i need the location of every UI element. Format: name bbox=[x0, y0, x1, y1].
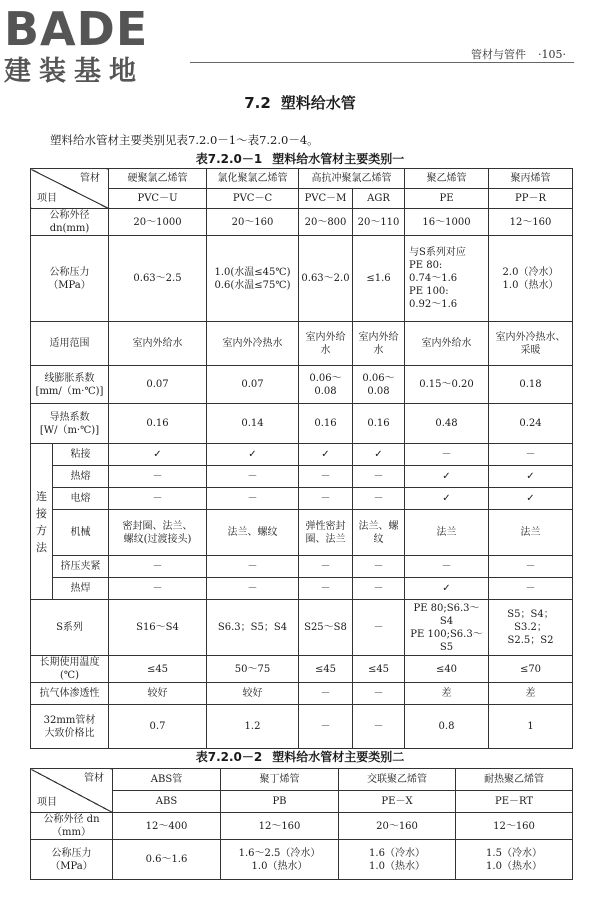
cell: 0.07 bbox=[109, 366, 207, 404]
label-line: 线膨胀系数 bbox=[44, 372, 95, 384]
cell-line: PE 100: bbox=[409, 286, 449, 297]
cell: － bbox=[207, 466, 299, 488]
cell: 12～160 bbox=[489, 209, 573, 236]
table2-caption bbox=[0, 748, 600, 765]
cell: 12～400 bbox=[113, 813, 221, 840]
cell: ≤40 bbox=[405, 656, 489, 683]
cell: － bbox=[109, 578, 207, 600]
row-joint-electro bbox=[31, 488, 573, 510]
row-temperature bbox=[31, 656, 573, 683]
cell: ✓ bbox=[207, 444, 299, 466]
label-char: 连 bbox=[36, 489, 47, 503]
cell-line: 1.0（热水） bbox=[502, 279, 559, 291]
label-hotweld: 热焊 bbox=[53, 578, 109, 600]
table1-title: 塑料给水管材主要类别一 bbox=[272, 152, 405, 166]
cell-line: 1.0（热水） bbox=[369, 860, 425, 872]
cell: － bbox=[353, 556, 405, 578]
cell-line: PE 100;S6.3～S5 bbox=[410, 628, 483, 653]
row-joint-clamp bbox=[31, 556, 573, 578]
logo-subtitle: 建装基地 bbox=[4, 56, 144, 87]
label-char: 接 bbox=[36, 506, 47, 520]
running-head-section: 管材与管件 bbox=[471, 48, 526, 61]
cell: 20～800 bbox=[299, 209, 353, 236]
row-s-series bbox=[31, 600, 573, 656]
table2-corner-cell bbox=[31, 769, 113, 813]
cell: － bbox=[405, 556, 489, 578]
table2-number: 表7.2.0－2 bbox=[195, 750, 263, 764]
cell: 0.6～1.6 bbox=[113, 840, 221, 880]
cell: 0.18 bbox=[489, 366, 573, 404]
cell: 20～160 bbox=[339, 813, 456, 840]
header-cpvc: 氯化聚氯乙烯管 bbox=[207, 169, 299, 189]
cell-line: 螺纹(过渡接头) bbox=[123, 533, 192, 545]
code-abs: ABS bbox=[113, 791, 221, 813]
cell: S16～S4 bbox=[109, 600, 207, 656]
header-hipvc: 高抗冲聚氯乙烯管 bbox=[299, 169, 405, 189]
cell-line: 密封圈、法兰、 bbox=[122, 520, 193, 532]
cell-line: 1.5（冷水） bbox=[486, 847, 542, 859]
cell-line: 1.0（热水） bbox=[486, 860, 542, 872]
cell: ✓ bbox=[405, 488, 489, 510]
running-head bbox=[471, 46, 566, 62]
label-line: 导热系数 bbox=[49, 411, 90, 423]
row-expansion bbox=[31, 366, 573, 404]
corner-top-label: 管材 bbox=[84, 773, 104, 784]
cell bbox=[207, 236, 299, 322]
table2 bbox=[30, 768, 573, 880]
cell: － bbox=[299, 466, 353, 488]
cell: 0.48 bbox=[405, 404, 489, 444]
cell: － bbox=[353, 705, 405, 749]
cell: 1 bbox=[489, 705, 573, 749]
cell: 12～160 bbox=[221, 813, 339, 840]
cell: － bbox=[109, 488, 207, 510]
cell: － bbox=[353, 578, 405, 600]
cell bbox=[489, 236, 573, 322]
header-pex: 交联聚乙烯管 bbox=[339, 769, 456, 791]
table1-caption bbox=[0, 150, 600, 167]
label-outer-diameter: 公称外径 dn（mm） bbox=[31, 813, 113, 840]
cell-line: 2.0（冷水） bbox=[502, 266, 559, 278]
cell: 20～110 bbox=[353, 209, 405, 236]
cell: 差 bbox=[489, 683, 573, 705]
cell: S25～S8 bbox=[299, 600, 353, 656]
label-scope: 适用范围 bbox=[31, 322, 109, 366]
code-pb: PB bbox=[221, 791, 339, 813]
cell: － bbox=[353, 466, 405, 488]
cell: 法兰 bbox=[405, 510, 489, 556]
label-electro: 电熔 bbox=[53, 488, 109, 510]
cell-line: 与S系列对应 bbox=[409, 247, 466, 258]
cell: 0.15～0.20 bbox=[405, 366, 489, 404]
cell: 较好 bbox=[109, 683, 207, 705]
cell: － bbox=[489, 444, 573, 466]
label-line: 大致价格比 bbox=[44, 727, 95, 739]
cell: ≤70 bbox=[489, 656, 573, 683]
cell: 0.24 bbox=[489, 404, 573, 444]
label-s-series: S系列 bbox=[31, 600, 109, 656]
logo-word: BADE bbox=[4, 2, 149, 56]
cell: － bbox=[109, 466, 207, 488]
cell-line: 室内外冷热水、 bbox=[495, 331, 566, 343]
cell: 0.16 bbox=[299, 404, 353, 444]
row-pressure bbox=[31, 236, 573, 322]
cell-line: 0.92～1.6 bbox=[409, 299, 458, 310]
cell: ≤45 bbox=[353, 656, 405, 683]
label-joint-method bbox=[31, 444, 53, 600]
cell: ✓ bbox=[489, 488, 573, 510]
cell bbox=[109, 510, 207, 556]
cell: 室内外给水 bbox=[299, 322, 353, 366]
row-joint-mechanical bbox=[31, 510, 573, 556]
cell: ✓ bbox=[405, 578, 489, 600]
cell-line: PE 80;S6.3～S4 bbox=[413, 602, 480, 627]
cell: ✓ bbox=[299, 444, 353, 466]
cell bbox=[339, 840, 456, 880]
cell: 0.7 bbox=[109, 705, 207, 749]
code-pex: PE－X bbox=[339, 791, 456, 813]
header-pe: 聚乙烯管 bbox=[405, 169, 489, 189]
table1-number: 表7.2.0－1 bbox=[195, 152, 263, 166]
cell: － bbox=[299, 683, 353, 705]
corner-bottom-label: 项目 bbox=[37, 193, 57, 204]
cell-line: 1.6（冷水） bbox=[369, 847, 425, 859]
section-title bbox=[0, 92, 600, 113]
cell bbox=[405, 236, 489, 322]
code-pe: PE bbox=[405, 189, 489, 209]
cell: ≤45 bbox=[299, 656, 353, 683]
cell: 20～1000 bbox=[109, 209, 207, 236]
code-ppr: PP－R bbox=[489, 189, 573, 209]
cell: 20～160 bbox=[207, 209, 299, 236]
label-conductivity bbox=[31, 404, 109, 444]
cell-line: S2.5；S2 bbox=[507, 635, 554, 646]
label-fusion: 热熔 bbox=[53, 466, 109, 488]
row-scope bbox=[31, 322, 573, 366]
code-pvcm: PVC－M bbox=[299, 189, 353, 209]
label-pressure: 公称压力（MPa） bbox=[31, 236, 109, 322]
cell-line: 1.0（热水） bbox=[251, 860, 308, 872]
cell: ✓ bbox=[109, 444, 207, 466]
cell: 0.16 bbox=[109, 404, 207, 444]
cell-line: 采暖 bbox=[520, 344, 541, 356]
cell-line: 1.6～2.5（冷水） bbox=[238, 847, 321, 859]
code-agr: AGR bbox=[353, 189, 405, 209]
cell: 室内外冷热水 bbox=[207, 322, 299, 366]
cell: 0.14 bbox=[207, 404, 299, 444]
intro-paragraph: 塑料给水管材主要类别见表7.2.0－1～表7.2.0－4。 bbox=[50, 133, 319, 147]
header-pb: 聚丁烯管 bbox=[221, 769, 339, 791]
cell: 0.16 bbox=[353, 404, 405, 444]
cell-line: 0.6(水温≤75℃) bbox=[214, 279, 291, 291]
label-line: [W/（m·℃)] bbox=[39, 424, 100, 436]
row-conductivity bbox=[31, 404, 573, 444]
cell-line: PE 80: bbox=[409, 260, 443, 271]
label-expansion bbox=[31, 366, 109, 404]
table2-title: 塑料给水管材主要类别二 bbox=[272, 750, 405, 764]
cell bbox=[456, 840, 573, 880]
cell: ✓ bbox=[405, 466, 489, 488]
cell: 较好 bbox=[207, 683, 299, 705]
cell bbox=[221, 840, 339, 880]
label-char: 方 bbox=[36, 523, 47, 537]
section-number: 7.2 bbox=[244, 94, 271, 112]
cell: 室内外给水 bbox=[405, 322, 489, 366]
cell: 0.63～2.5 bbox=[109, 236, 207, 322]
cell: 0.06～0.08 bbox=[299, 366, 353, 404]
cell: － bbox=[405, 444, 489, 466]
row-outer-diameter bbox=[31, 813, 573, 840]
row-joint-adhesive bbox=[31, 444, 573, 466]
cell: 16～1000 bbox=[405, 209, 489, 236]
cell: － bbox=[207, 488, 299, 510]
cell: － bbox=[353, 488, 405, 510]
cell: － bbox=[109, 556, 207, 578]
row-price-ratio bbox=[31, 705, 573, 749]
label-mechanical: 机械 bbox=[53, 510, 109, 556]
cell: ✓ bbox=[353, 444, 405, 466]
cell: 室内外给水 bbox=[109, 322, 207, 366]
cell: 50～75 bbox=[207, 656, 299, 683]
cell bbox=[299, 510, 353, 556]
cell: S6.3；S5；S4 bbox=[207, 600, 299, 656]
label-line: [mm/（m·℃)] bbox=[35, 385, 104, 397]
cell: － bbox=[207, 578, 299, 600]
label-adhesive: 粘接 bbox=[53, 444, 109, 466]
corner-bottom-label: 项目 bbox=[37, 797, 57, 808]
row-outer-diameter bbox=[31, 209, 573, 236]
cell: 0.63～2.0 bbox=[299, 236, 353, 322]
header-ppr: 聚丙烯管 bbox=[489, 169, 573, 189]
corner-top-label: 管材 bbox=[80, 173, 100, 184]
cell: － bbox=[299, 578, 353, 600]
cell: － bbox=[299, 488, 353, 510]
cell bbox=[489, 600, 573, 656]
table1-code-row bbox=[31, 189, 573, 209]
cell: － bbox=[299, 705, 353, 749]
cell-line: 弹性密封 bbox=[305, 520, 346, 532]
header-abs: ABS管 bbox=[113, 769, 221, 791]
page-number: ·105· bbox=[538, 48, 566, 61]
cell: 12～160 bbox=[456, 813, 573, 840]
row-joint-hotweld bbox=[31, 578, 573, 600]
cell: ✓ bbox=[489, 466, 573, 488]
cell-line: S5；S4；S3.2； bbox=[507, 609, 554, 633]
cell: － bbox=[353, 683, 405, 705]
cell-line: 1.0(水温≤45℃) bbox=[214, 266, 291, 278]
label-temperature: 长期使用温度(℃) bbox=[31, 656, 109, 683]
row-joint-fusion bbox=[31, 466, 573, 488]
cell: － bbox=[353, 600, 405, 656]
cell-line: 圈、法兰 bbox=[305, 533, 346, 545]
cell bbox=[489, 322, 573, 366]
cell: 1.2 bbox=[207, 705, 299, 749]
label-pressure: 公称压力（MPa） bbox=[31, 840, 113, 880]
header-pert: 耐热聚乙烯管 bbox=[456, 769, 573, 791]
cell: － bbox=[489, 578, 573, 600]
cell: 室内外给水 bbox=[353, 322, 405, 366]
code-cpvc: PVC－C bbox=[207, 189, 299, 209]
label-gas-permeability: 抗气体渗透性 bbox=[31, 683, 109, 705]
cell: 0.06～0.08 bbox=[353, 366, 405, 404]
label-price-ratio bbox=[31, 705, 109, 749]
cell: 法兰、螺纹 bbox=[207, 510, 299, 556]
row-gas-permeability bbox=[31, 683, 573, 705]
code-pert: PE－RT bbox=[456, 791, 573, 813]
label-line: 32mm管材 bbox=[43, 714, 96, 726]
cell: ≤45 bbox=[109, 656, 207, 683]
label-clamp: 挤压夹紧 bbox=[53, 556, 109, 578]
cell: 差 bbox=[405, 683, 489, 705]
cell: 法兰、螺纹 bbox=[353, 510, 405, 556]
table2-header-row bbox=[31, 769, 573, 791]
row-pressure bbox=[31, 840, 573, 880]
label-outer-diameter: 公称外径 dn(mm) bbox=[31, 209, 109, 236]
cell: － bbox=[489, 556, 573, 578]
cell: － bbox=[207, 556, 299, 578]
section-heading: 塑料给水管 bbox=[280, 94, 356, 112]
cell-line: 0.74～1.6 bbox=[409, 273, 458, 284]
code-upvc: PVC－U bbox=[109, 189, 207, 209]
cell bbox=[405, 600, 489, 656]
table1-header-row bbox=[31, 169, 573, 189]
label-char: 法 bbox=[36, 540, 47, 554]
logo bbox=[4, 2, 180, 88]
cell: － bbox=[299, 556, 353, 578]
header-upvc: 硬聚氯乙烯管 bbox=[109, 169, 207, 189]
cell: 0.8 bbox=[405, 705, 489, 749]
cell: ≤1.6 bbox=[353, 236, 405, 322]
header-rule bbox=[190, 62, 574, 63]
table1 bbox=[30, 168, 573, 749]
table1-corner-cell bbox=[31, 169, 109, 209]
cell: 法兰 bbox=[489, 510, 573, 556]
cell: 0.07 bbox=[207, 366, 299, 404]
